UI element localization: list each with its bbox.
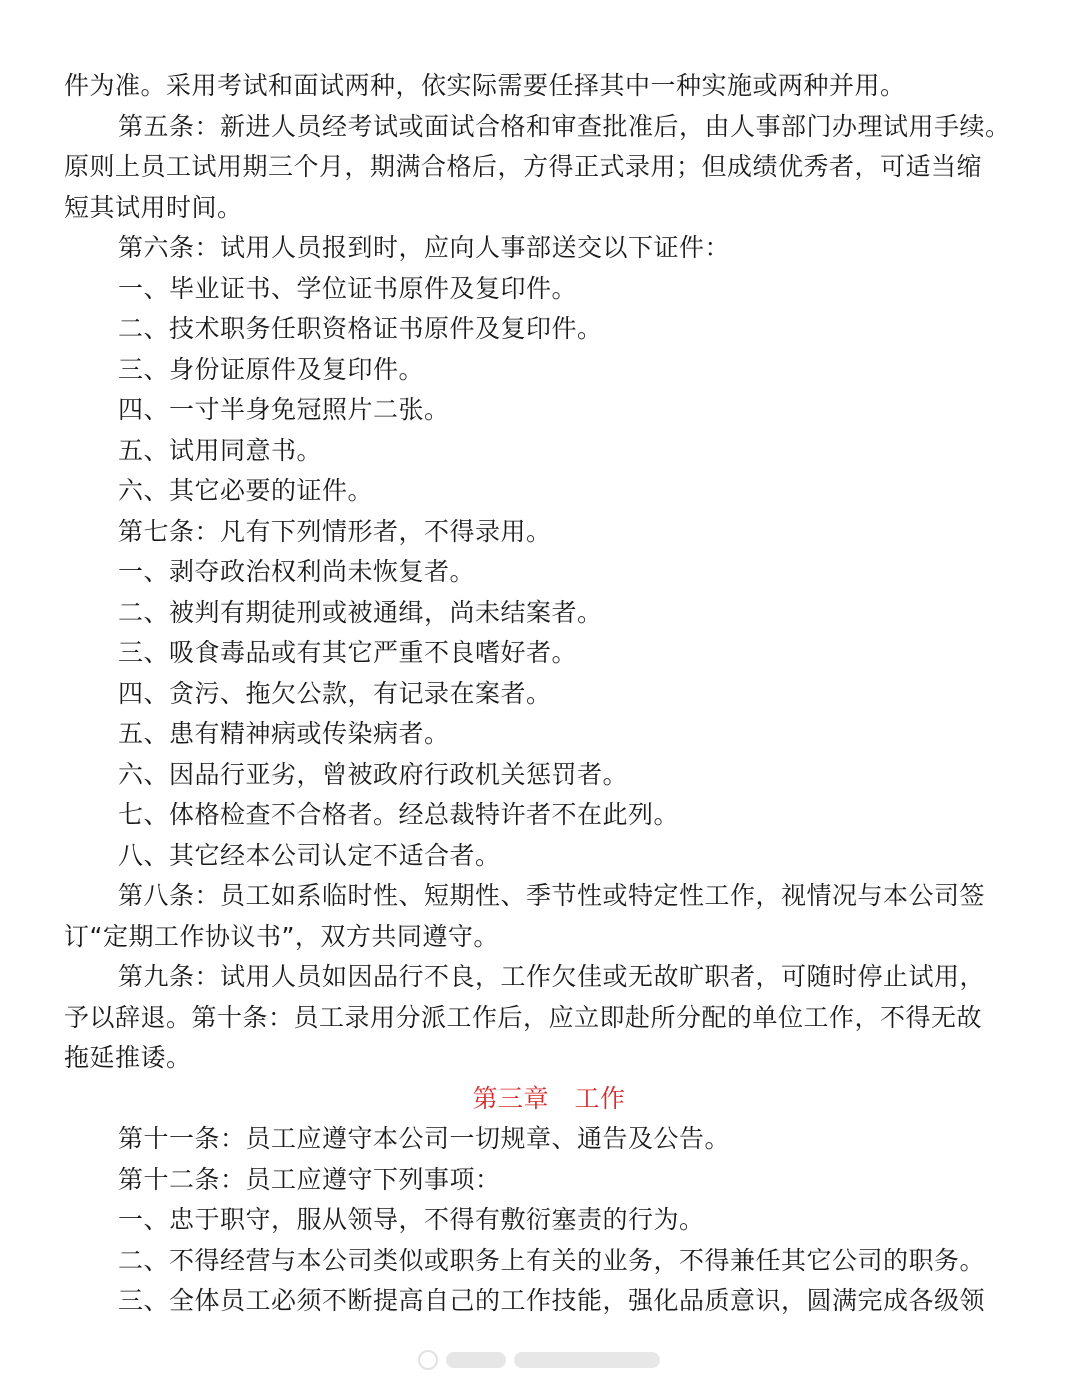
text-line: 件为准。采用考试和面试两种，依实际需要任择其中一种实施或两种并用。	[64, 71, 906, 100]
text-line: 第十一条：员工应遵守本公司一切规章、通告及公告。	[118, 1124, 731, 1153]
text-line: 一、毕业证书、学位证书原件及复印件。	[118, 273, 578, 303]
text-line: 二、不得经营与本公司类似或职务上有关的业务，不得兼任其它公司的职务。	[118, 1245, 986, 1275]
text-line: 八、其它经本公司认定不适合者。	[118, 840, 501, 870]
text-line: 三、全体员工必须不断提高自己的工作技能，强化品质意识，圆满完成各级领	[118, 1286, 986, 1315]
text-line: 六、其它必要的证件。	[118, 476, 374, 505]
text-line: 四、一寸半身免冠照片二张。	[118, 395, 450, 424]
text-line: 予以辞退。第十条：员工录用分派工作后，应立即赴所分配的单位工作，不得无故	[64, 1002, 983, 1032]
text-line: 原则上员工试用期三个月，期满合格后，方得正式录用；但成绩优秀者，可适当缩	[64, 152, 983, 181]
text-line: 短其试用时间。	[64, 192, 243, 222]
document-body	[64, 66, 1014, 1322]
text-line: 二、技术职务任职资格证书原件及复印件。	[118, 314, 603, 343]
text-line: 一、剥夺政治权利尚未恢复者。	[118, 557, 476, 586]
text-line: 三、吸食毒品或有其它严重不良嗜好者。	[118, 638, 578, 667]
text-line: 二、被判有期徒刑或被通缉，尚未结案者。	[118, 597, 603, 627]
text-line: 拖延推诿。	[64, 1043, 192, 1072]
text-line: 第九条：试用人员如因品行不良，工作欠佳或无故旷职者，可随时停止试用，	[118, 962, 986, 991]
paragraph-block-articles-5-10	[64, 66, 1014, 1079]
paragraph-block-articles-11-12	[64, 1119, 1014, 1322]
text-line: 第八条：员工如系临时性、短期性、季节性或特定性工作，视情况与本公司签	[118, 881, 986, 910]
text-line: 六、因品行亚劣，曾被政府行政机关惩罚者。	[118, 759, 629, 789]
text-line: 五、患有精神病或传染病者。	[118, 719, 450, 748]
text-line: 订“定期工作协议书”，双方共同遵守。	[64, 921, 499, 951]
text-line: 第七条：凡有下列情形者，不得录用。	[118, 516, 552, 546]
chapter-heading: 第三章 工作	[472, 1083, 626, 1113]
text-line: 四、贪污、拖欠公款，有记录在案者。	[118, 678, 552, 708]
text-line: 五、试用同意书。	[118, 435, 323, 465]
watermark-text-block	[446, 1352, 506, 1368]
watermark	[418, 1348, 660, 1372]
watermark-text-block	[514, 1352, 660, 1368]
text-line: 七、体格检查不合格者。经总裁特许者不在此列。	[118, 800, 680, 829]
text-line: 三、身份证原件及复印件。	[118, 354, 425, 384]
text-line: 第六条：试用人员报到时，应向人事部送交以下证件：	[118, 233, 731, 262]
text-line: 一、忠于职守，服从领导，不得有敷衍塞责的行为。	[118, 1205, 705, 1234]
watermark-logo-icon	[418, 1350, 438, 1370]
text-line: 第十二条：员工应遵守下列事项：	[118, 1164, 501, 1194]
text-line: 第五条：新进人员经考试或面试合格和审查批准后，由人事部门办理试用手续。	[118, 111, 1011, 141]
